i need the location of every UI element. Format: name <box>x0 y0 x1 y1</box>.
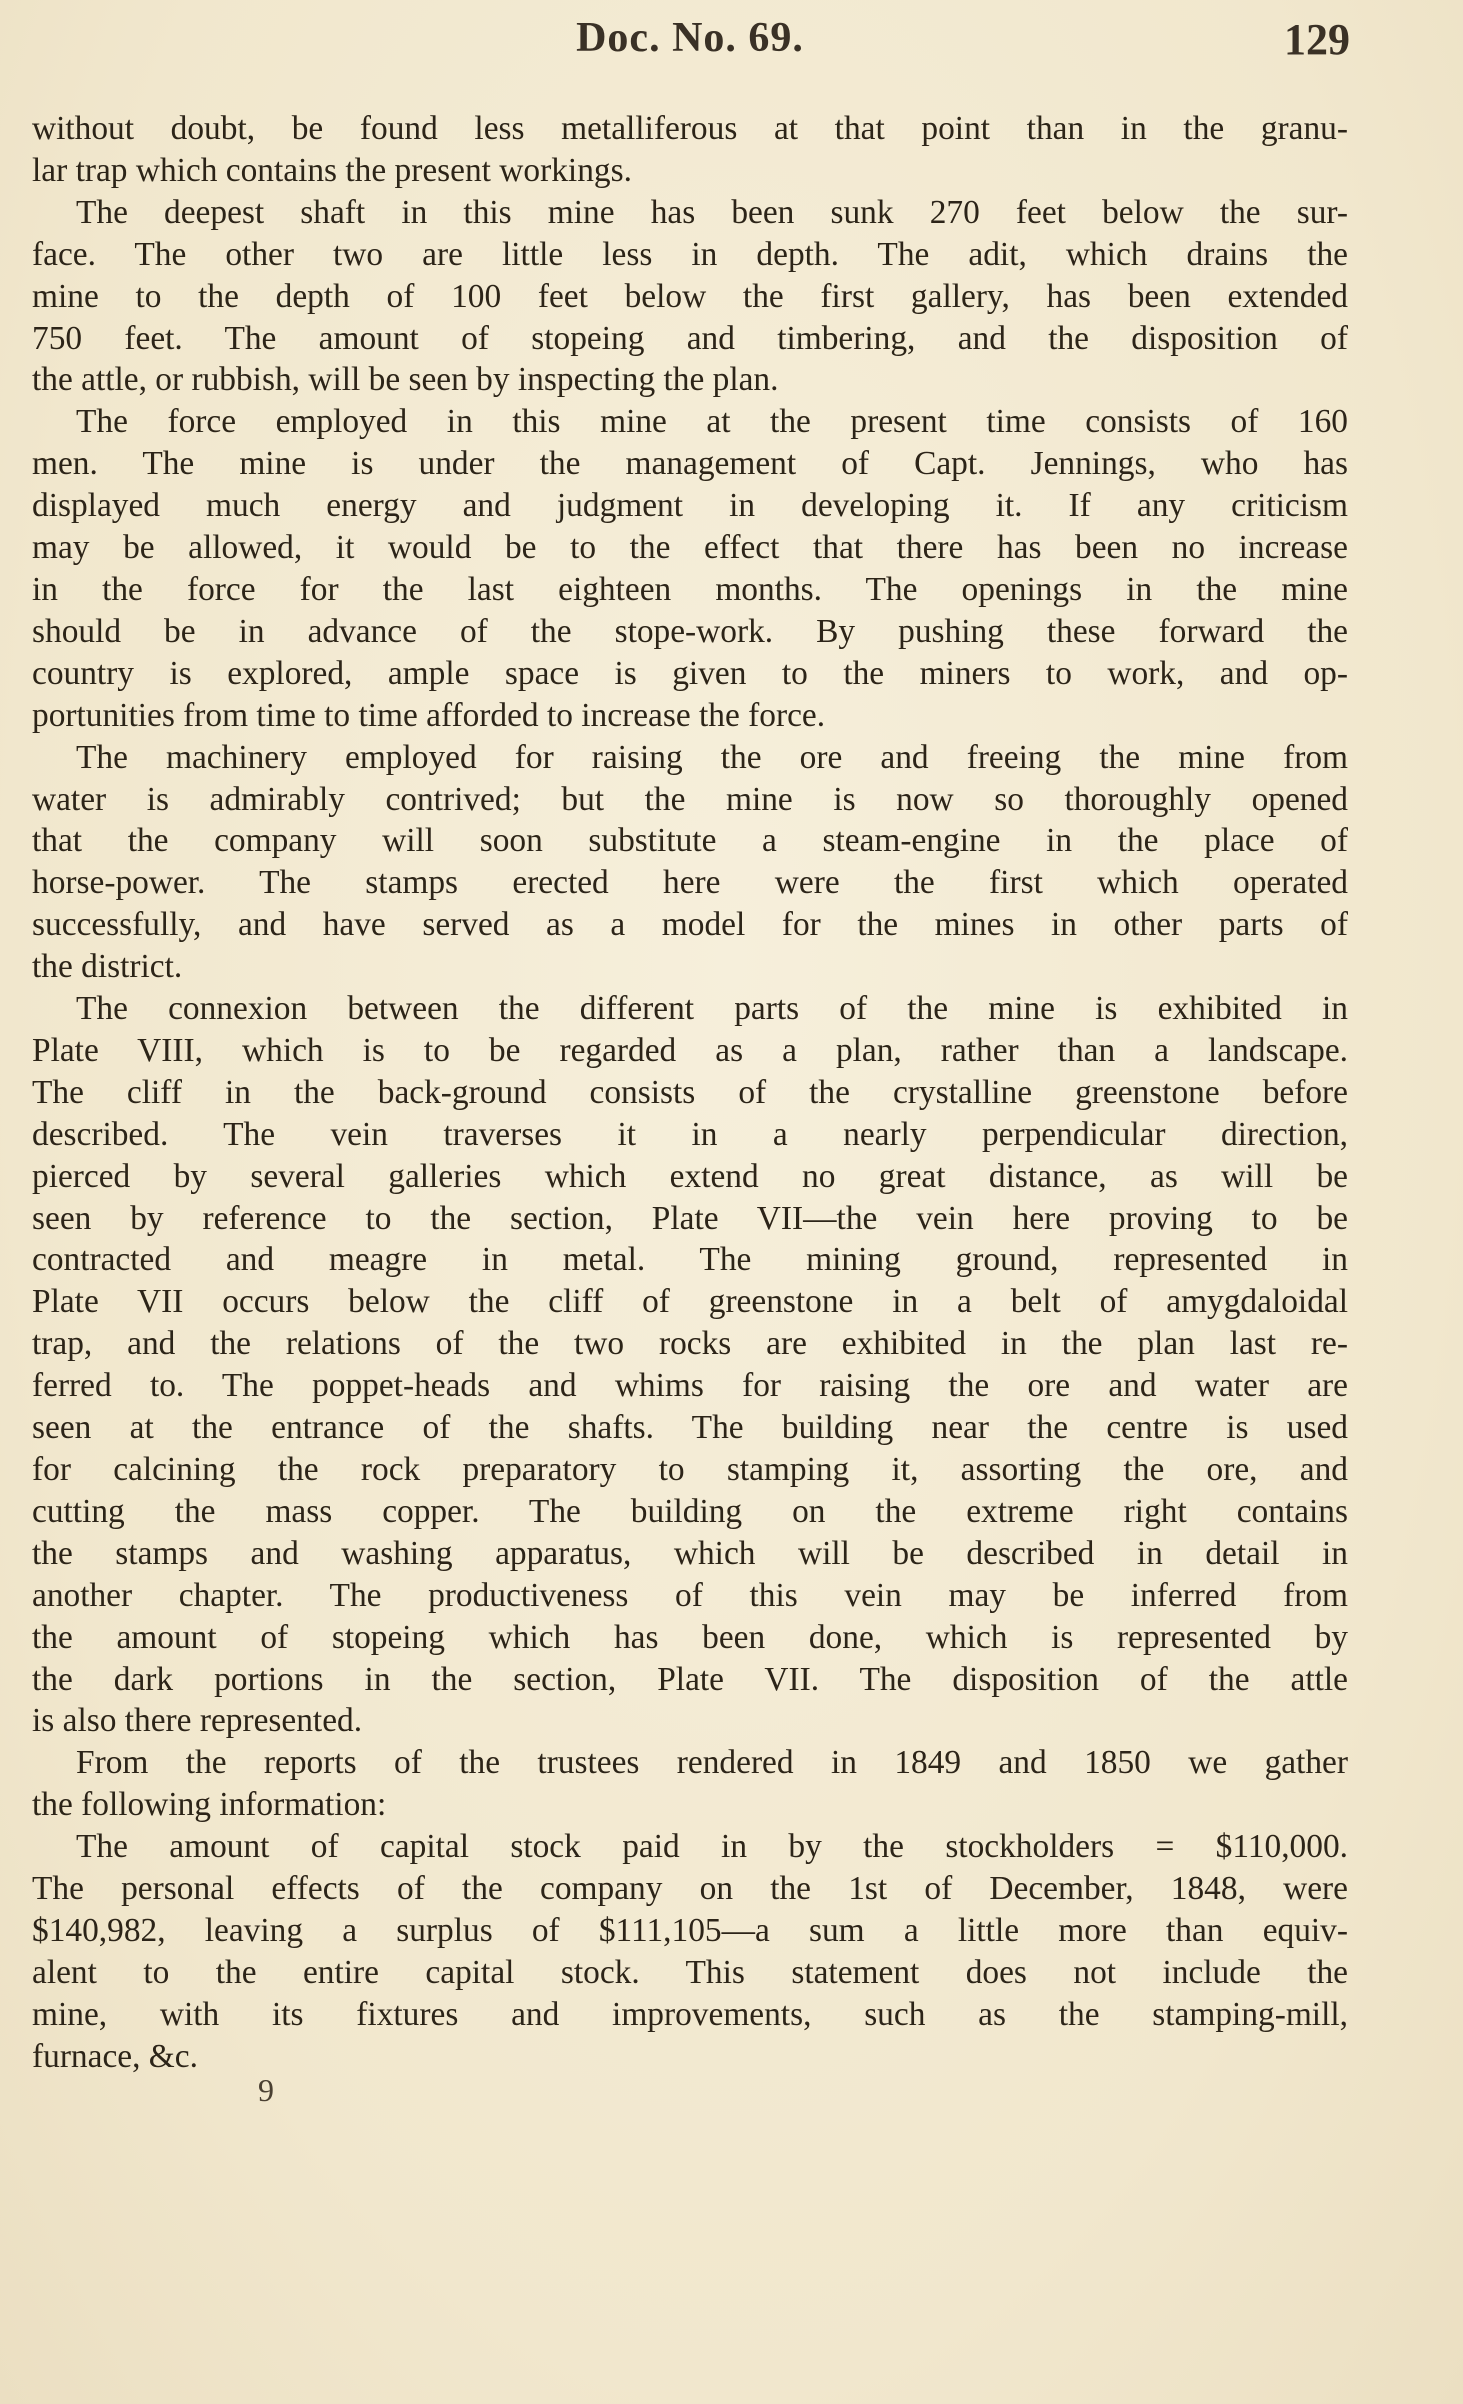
text-line: in the force for the last eighteen months. The openings in the mine <box>32 570 1348 608</box>
text-line: contracted and meagre in metal. The mining ground, represented in <box>32 1241 1348 1279</box>
text-line: another chapter. The productiveness of this vein may be inferred from <box>32 1576 1348 1614</box>
text-line: without doubt, be found less metalliferous at that point than in the granu- <box>32 110 1348 147</box>
paragraph <box>32 737 1348 988</box>
text-line: seen at the entrance of the shafts. The building near the centre is used <box>32 1409 1348 1447</box>
text-line: country is explored, ample space is given to the miners to work, and op- <box>32 654 1348 692</box>
signature-mark: 9 <box>258 2072 274 2108</box>
text-line: may be allowed, it would be to the effect that there has been no increase <box>32 529 1348 567</box>
text-line: The force employed in this mine at the present time consists of 160 <box>76 403 1348 441</box>
text-line: The connexion between the different parts of the mine is exhibited in <box>76 990 1348 1028</box>
text-line: the stamps and washing apparatus, which will be described in detail in <box>32 1534 1348 1572</box>
text-line: the dark portions in the section, Plate VII. The disposition of the attle <box>32 1660 1348 1698</box>
text-line: the amount of stopeing which has been done, which is represented by <box>32 1618 1348 1656</box>
paragraph <box>32 192 1348 402</box>
text-line: portunities from time to time afforded to increase the force. <box>32 696 826 734</box>
text-line: successfully, and have served as a model for the mines in other parts of <box>32 906 1348 944</box>
text-line: the following information: <box>32 1786 387 1824</box>
text-line: should be in advance of the stope-work. By pushing these forward the <box>32 612 1348 650</box>
text-line: The personal effects of the company on the 1st of December, 1848, were <box>32 1870 1348 1908</box>
text-line: that the company will soon substitute a steam-engine in the place of <box>32 822 1348 860</box>
text-line: described. The vein traverses it in a nearly perpendicular direction, <box>32 1115 1348 1153</box>
paragraph <box>32 1826 1348 2077</box>
text-line: water is admirably contrived; but the mine is now so thoroughly opened <box>32 780 1348 818</box>
text-line: $140,982, leaving a surplus of $111,105—a sum a little more than equiv- <box>32 1911 1348 1949</box>
text-line: alent to the entire capital stock. This statement does not include the <box>32 1953 1348 1991</box>
text-line: horse-power. The stamps erected here were the first which operated <box>32 864 1348 902</box>
text-line: 750 feet. The amount of stopeing and timbering, and the disposition of <box>32 319 1348 357</box>
text-line: ferred to. The poppet-heads and whims for raising the ore and water are <box>32 1367 1348 1405</box>
text-line: The deepest shaft in this mine has been sunk 270 feet below the sur- <box>76 193 1348 231</box>
text-line: for calcining the rock preparatory to stamping it, assorting the ore, and <box>32 1451 1348 1488</box>
body-text <box>32 108 1348 2078</box>
text-line: men. The mine is under the management of Capt. Jennings, who has <box>32 445 1348 483</box>
text-line: From the reports of the trustees rendered in 1849 and 1850 we gather <box>76 1744 1348 1782</box>
text-line: mine, with its fixtures and improvements, such as the stamping-mill, <box>32 1995 1348 2033</box>
paragraph <box>32 1742 1348 1826</box>
text-line: face. The other two are little less in depth. The adit, which drains the <box>32 235 1348 273</box>
text-line: is also there represented. <box>32 1702 363 1740</box>
text-line: the district. <box>32 948 183 986</box>
running-head: Doc. No. 69. <box>576 15 804 61</box>
text-line: lar trap which contains the present workings. <box>32 151 632 189</box>
text-line: cutting the mass copper. The building on the extreme right contains <box>32 1492 1348 1530</box>
text-line: displayed much energy and judgment in developing it. If any criticism <box>32 487 1348 525</box>
text-line: The cliff in the back-ground consists of the crystalline greenstone before <box>32 1073 1348 1111</box>
text-line: The amount of capital stock paid in by the stockholders = $110,000. <box>76 1828 1348 1866</box>
paragraph <box>32 401 1348 736</box>
text-line: the attle, or rubbish, will be seen by inspecting the plan. <box>32 361 779 399</box>
page-header <box>30 14 1350 74</box>
text-line: The machinery employed for raising the ore and freeing the mine from <box>76 738 1348 776</box>
text-line: Plate VIII, which is to be regarded as a plan, rather than a landscape. <box>32 1031 1348 1069</box>
text-line: Plate VII occurs below the cliff of greenstone in a belt of amygdaloidal <box>32 1283 1348 1321</box>
text-line: seen by reference to the section, Plate VII—the vein here proving to be <box>32 1199 1348 1237</box>
page-number: 129 <box>1284 15 1350 64</box>
text-line: furnace, &c. <box>32 2037 198 2075</box>
text-line: pierced by several galleries which extend no great distance, as will be <box>32 1157 1348 1195</box>
text-line: mine to the depth of 100 feet below the first gallery, has been extended <box>32 277 1348 315</box>
paragraph <box>32 988 1348 1742</box>
text-line: trap, and the relations of the two rocks are exhibited in the plan last re- <box>32 1325 1348 1363</box>
paragraph <box>32 108 1348 192</box>
